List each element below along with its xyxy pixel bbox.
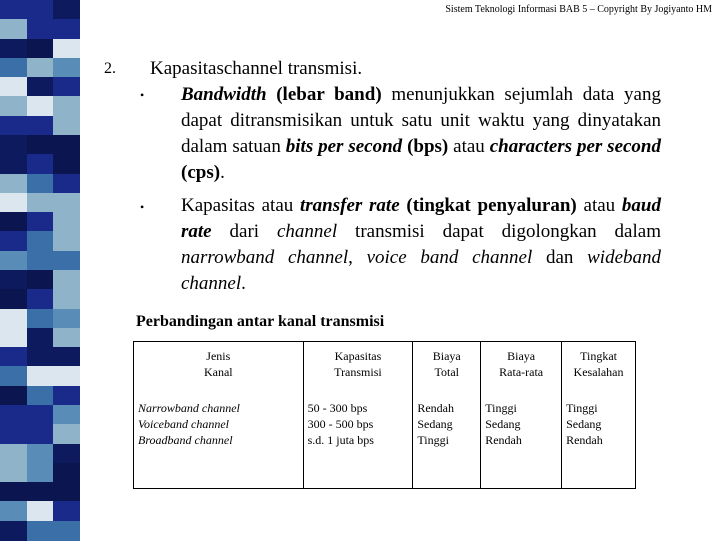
- strip-tile: [53, 77, 80, 97]
- header-biaya-total: Biaya Total: [413, 342, 481, 397]
- bullet-paragraph-bandwidth: [181, 82, 661, 186]
- bullet-marker-2: •: [140, 200, 145, 214]
- term-characters-per-second: characters per second: [489, 136, 661, 157]
- capacity-text-4: transmisi dapat digolongkan dalam: [337, 221, 661, 242]
- strip-tile: [27, 482, 54, 502]
- header-copyright: Sistem Teknologi Informasi BAB 5 – Copyright By Jogiyanto HM: [445, 4, 712, 15]
- strip-tile: [53, 463, 80, 483]
- strip-tile: [0, 154, 27, 174]
- bullet-marker-1: •: [140, 88, 145, 102]
- strip-tile: [0, 0, 27, 20]
- strip-tile: [27, 19, 54, 39]
- strip-tile: [0, 444, 27, 464]
- strip-tile: [0, 405, 27, 425]
- strip-tile: [53, 270, 80, 290]
- header-kapasitas-transmisi: Kapasitas Transmisi: [303, 342, 413, 397]
- bullet-paragraph-capacity: [181, 193, 661, 297]
- section-number: 2.: [104, 60, 116, 77]
- strip-tile: [53, 521, 80, 541]
- capacity-text-7: .: [241, 273, 246, 294]
- strip-tile: [27, 366, 54, 386]
- strip-tile: [53, 135, 80, 155]
- strip-tile: [53, 154, 80, 174]
- strip-tile: [53, 444, 80, 464]
- strip-tile: [53, 212, 80, 232]
- header-jenis-kanal: Jenis Kanal: [203, 349, 233, 379]
- capacity-text-2: atau: [576, 195, 622, 216]
- decorative-side-strip: [0, 0, 80, 540]
- strip-tile: [27, 154, 54, 174]
- strip-tile: [0, 270, 27, 290]
- strip-tile: [27, 424, 54, 444]
- strip-tile: [0, 39, 27, 59]
- strip-tile: [0, 309, 27, 329]
- strip-tile: [27, 58, 54, 78]
- strip-tile: [0, 251, 27, 271]
- strip-tile: [27, 444, 54, 464]
- table-caption: Perbandingan antar kanal transmisi: [136, 313, 385, 330]
- strip-tile: [53, 0, 80, 20]
- strip-tile: [53, 251, 80, 271]
- strip-tile: [0, 193, 27, 213]
- strip-tile: [0, 424, 27, 444]
- term-bps: (bps): [402, 136, 449, 157]
- strip-tile: [53, 193, 80, 213]
- bandwidth-text-2: atau: [448, 136, 490, 157]
- strip-tile: [53, 116, 80, 136]
- bandwidth-text-3: .: [220, 162, 225, 183]
- strip-tile: [27, 116, 54, 136]
- table-header-row: [134, 342, 636, 397]
- strip-tile: [27, 521, 54, 541]
- cell-tingkat-kesalahan: Tinggi Sedang Rendah: [562, 396, 636, 489]
- capacity-text-6: dan: [532, 247, 588, 268]
- strip-tile: [27, 77, 54, 97]
- strip-tile: [53, 424, 80, 444]
- strip-tile: [27, 135, 54, 155]
- strip-tile: [0, 328, 27, 348]
- strip-tile: [27, 309, 54, 329]
- strip-tile: [27, 289, 54, 309]
- strip-tile: [53, 174, 80, 194]
- strip-tile: [53, 366, 80, 386]
- strip-tile: [0, 289, 27, 309]
- strip-tile: [27, 212, 54, 232]
- strip-tile: [53, 501, 80, 521]
- strip-tile: [53, 405, 80, 425]
- table-row: [134, 396, 636, 489]
- cell-biaya-total: Rendah Sedang Tinggi: [413, 396, 481, 489]
- term-tingkat-penyaluran: (tingkat penyaluran): [399, 195, 577, 216]
- strip-tile: [27, 501, 54, 521]
- strip-tile: [53, 386, 80, 406]
- strip-tile: [0, 58, 27, 78]
- strip-tile: [27, 347, 54, 367]
- term-voice-band-channel: voice band channel: [366, 247, 533, 268]
- strip-tile: [53, 482, 80, 502]
- strip-tile: [27, 39, 54, 59]
- bandwidth-text-1: menunjukkan sejumlah data yang dapat ditransmisikan untuk satu unit waktu yang dinyatakan dalam satuan: [181, 84, 661, 157]
- term-baud-rate: baud rate: [181, 195, 661, 242]
- strip-tile: [0, 96, 27, 116]
- strip-tile: [53, 96, 80, 116]
- strip-tile: [53, 39, 80, 59]
- term-channel: channel: [276, 221, 338, 242]
- capacity-text-5: ,: [348, 247, 367, 268]
- strip-tile: [53, 231, 80, 251]
- term-transfer-rate: transfer rate: [300, 195, 400, 216]
- strip-tile: [0, 386, 27, 406]
- strip-tile: [0, 463, 27, 483]
- strip-tile: [53, 309, 80, 329]
- strip-tile: [27, 270, 54, 290]
- strip-tile: [27, 463, 54, 483]
- strip-tile: [0, 19, 27, 39]
- strip-tile: [53, 328, 80, 348]
- strip-tile: [0, 366, 27, 386]
- strip-tile: [27, 405, 54, 425]
- term-bits-per-second: bits per second: [285, 136, 403, 157]
- comparison-table: [133, 341, 636, 489]
- strip-tile: [0, 116, 27, 136]
- cell-jenis-kanal: Narrowband channel Voiceband channel Broadband channel: [138, 401, 240, 447]
- strip-tile: [0, 135, 27, 155]
- section-title: Kapasitaschannel transmisi.: [150, 58, 363, 79]
- strip-tile: [0, 347, 27, 367]
- term-lebar-band: (lebar band): [266, 84, 382, 105]
- strip-tile: [53, 289, 80, 309]
- strip-tile: [27, 96, 54, 116]
- term-wideband-channel: wideband channel: [181, 247, 662, 294]
- strip-tile: [0, 77, 27, 97]
- term-bandwidth: Bandwidth: [181, 84, 267, 105]
- cell-biaya-rata-rata: Tinggi Sedang Rendah: [481, 396, 562, 489]
- strip-tile: [0, 231, 27, 251]
- strip-tile: [27, 0, 54, 20]
- cell-kapasitas: 50 - 300 bps 300 - 500 bps s.d. 1 juta bps: [303, 396, 413, 489]
- strip-tile: [0, 174, 27, 194]
- header-tingkat-kesalahan: Tingkat Kesalahan: [562, 342, 636, 397]
- strip-tile: [27, 193, 54, 213]
- strip-tile: [27, 174, 54, 194]
- strip-tile: [0, 212, 27, 232]
- strip-tile: [53, 58, 80, 78]
- strip-tile: [27, 386, 54, 406]
- header-biaya-rata-rata: Biaya Rata-rata: [481, 342, 562, 397]
- capacity-text-3: dari: [211, 221, 277, 242]
- strip-tile: [0, 521, 27, 541]
- strip-tile: [0, 482, 27, 502]
- strip-tile: [27, 328, 54, 348]
- strip-tile: [27, 231, 54, 251]
- capacity-text-1: Kapasitas atau: [181, 195, 300, 216]
- strip-tile: [53, 347, 80, 367]
- strip-tile: [53, 19, 80, 39]
- strip-tile: [0, 501, 27, 521]
- term-narrowband-channel: narrowband channel: [181, 247, 349, 268]
- strip-tile: [27, 251, 54, 271]
- term-cps: (cps): [181, 162, 221, 183]
